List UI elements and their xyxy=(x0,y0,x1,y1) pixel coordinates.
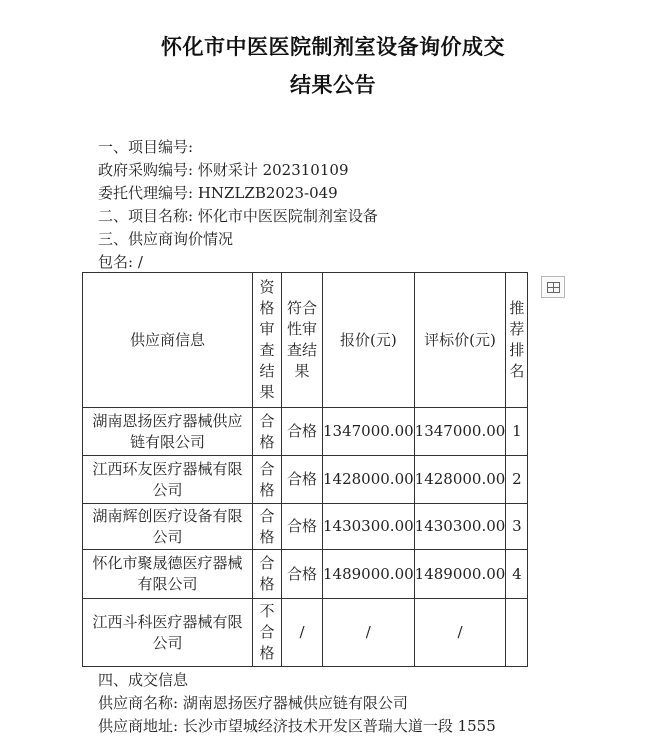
qualification-cell: 合格 xyxy=(253,504,282,550)
supplier-cell: 湖南辉创医疗设备有限公司 xyxy=(83,504,253,550)
eval-price-cell: / xyxy=(414,599,506,667)
section-project-number-heading: 一、项目编号: xyxy=(98,138,194,156)
gov-procurement-number: 政府采购编号: 怀财采计 202310109 xyxy=(98,161,349,179)
header-qualification: 资格审查结果 xyxy=(253,273,282,408)
price-cell: 1489000.00 xyxy=(323,550,415,599)
supplier-cell: 江西环友医疗器械有限公司 xyxy=(83,456,253,504)
header-eval-price: 评标价(元) xyxy=(414,273,506,408)
table-row xyxy=(83,408,528,456)
supplier-cell: 江西斗科医疗器械有限公司 xyxy=(83,599,253,667)
table-row xyxy=(83,599,528,667)
page-title: 怀化市中医医院制剂室设备询价成交 xyxy=(161,35,505,59)
compliance-cell: 合格 xyxy=(282,456,323,504)
supplier-inquiry-table xyxy=(82,272,528,667)
rank-cell xyxy=(506,599,528,667)
package-name: 包名: / xyxy=(98,253,143,271)
table-row xyxy=(83,550,528,599)
header-compliance: 符合性审查结果 xyxy=(282,273,323,408)
agent-number: 委托代理编号: HNZLZB2023-049 xyxy=(98,184,338,202)
eval-price-cell: 1428000.00 xyxy=(414,456,506,504)
rank-cell: 2 xyxy=(506,456,528,504)
qualification-cell: 合格 xyxy=(253,550,282,599)
price-cell: 1347000.00 xyxy=(323,408,415,456)
table-header-row xyxy=(83,273,528,408)
compliance-cell: 合格 xyxy=(282,504,323,550)
winner-supplier-name: 供应商名称: 湖南恩扬医疗器械供应链有限公司 xyxy=(98,694,408,712)
project-name: 二、项目名称: 怀化市中医医院制剂室设备 xyxy=(98,207,378,225)
section-supplier-inquiry-heading: 三、供应商询价情况 xyxy=(98,230,234,248)
compliance-cell: / xyxy=(282,599,323,667)
price-cell: 1428000.00 xyxy=(323,456,415,504)
supplier-cell: 怀化市聚晟德医疗器械有限公司 xyxy=(83,550,253,599)
winner-supplier-address: 供应商地址: 长沙市望城经济技术开发区普瑞大道一段 1555 xyxy=(98,717,496,735)
rank-cell: 4 xyxy=(506,550,528,599)
supplier-cell: 湖南恩扬医疗器械供应链有限公司 xyxy=(83,408,253,456)
header-price: 报价(元) xyxy=(323,273,415,408)
page-subtitle: 结果公告 xyxy=(290,73,376,97)
qualification-cell: 合格 xyxy=(253,456,282,504)
rank-cell: 1 xyxy=(506,408,528,456)
table-icon[interactable] xyxy=(541,276,565,298)
price-cell: / xyxy=(323,599,415,667)
price-cell: 1430300.00 xyxy=(323,504,415,550)
header-rank: 推荐排名 xyxy=(506,273,528,408)
eval-price-cell: 1347000.00 xyxy=(414,408,506,456)
eval-price-cell: 1489000.00 xyxy=(414,550,506,599)
compliance-cell: 合格 xyxy=(282,550,323,599)
eval-price-cell: 1430300.00 xyxy=(414,504,506,550)
compliance-cell: 合格 xyxy=(282,408,323,456)
table-row xyxy=(83,504,528,550)
section-deal-info-heading: 四、成交信息 xyxy=(98,671,189,689)
qualification-cell: 合格 xyxy=(253,408,282,456)
qualification-cell: 不合格 xyxy=(253,599,282,667)
rank-cell: 3 xyxy=(506,504,528,550)
table-row xyxy=(83,456,528,504)
header-supplier: 供应商信息 xyxy=(83,273,253,408)
